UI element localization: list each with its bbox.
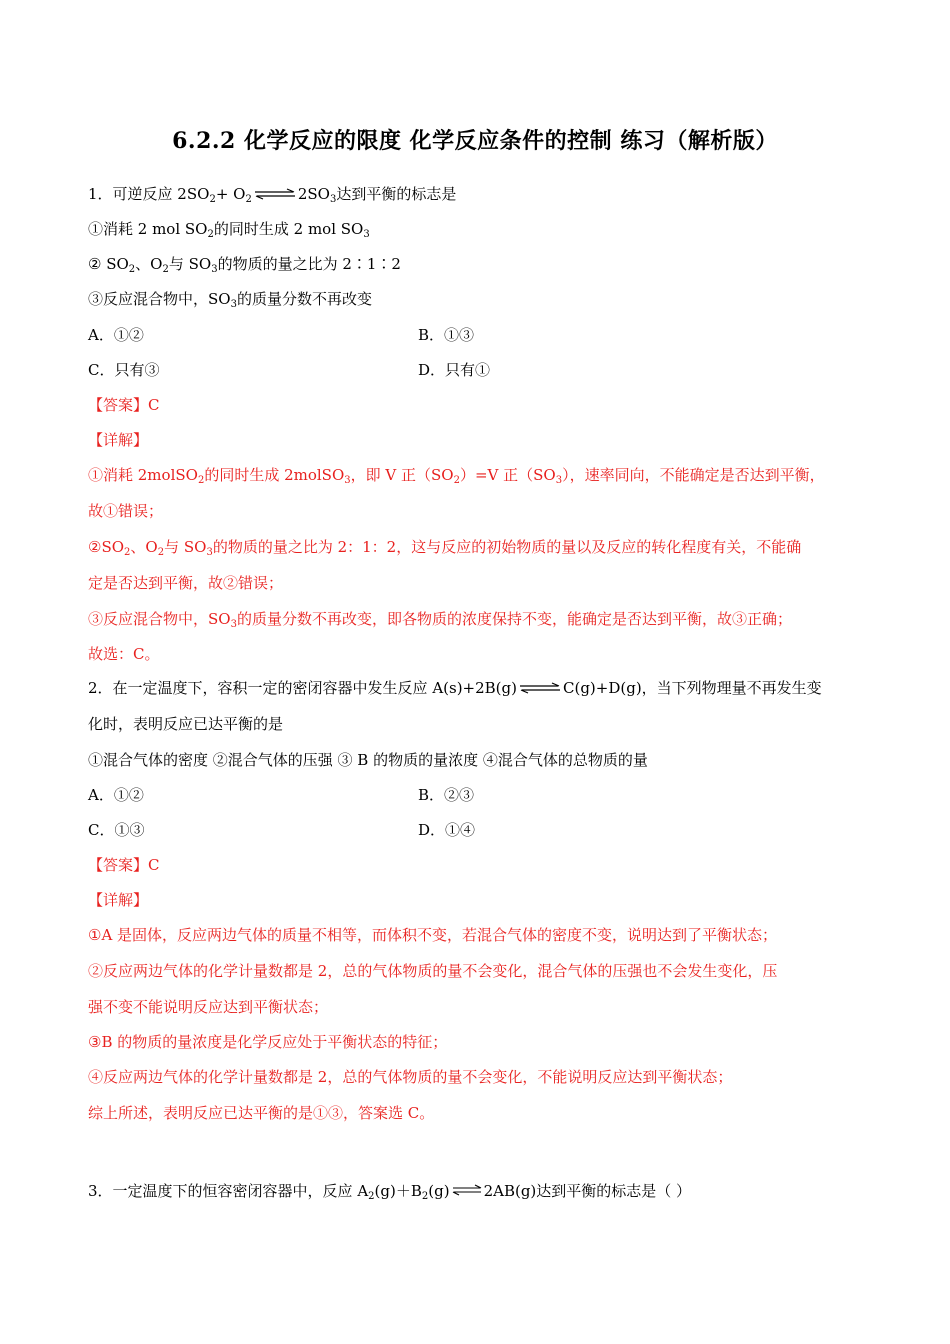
- q2-option-a: A．①②: [88, 786, 144, 804]
- q1-statement-1: ①消耗 2 mol $SO_2$的同时生成 2 mol $SO_3$: [88, 220, 370, 240]
- q2-option-c: C．①③: [88, 821, 145, 839]
- equilibrium-arrow-icon: [518, 681, 562, 695]
- q1-conclusion: 故选：C。: [88, 645, 160, 663]
- q1-explanation-1: ①消耗 2molSO$_2$的同时生成 2molSO$_3$，即 V 正$(SO_2)=V$ 正$(SO_3)$，速率同向，不能确定是否达到平衡，: [88, 466, 825, 486]
- q2-option-d: D．①④: [418, 821, 476, 839]
- q1-stem: 1．可逆反应 $2SO_2+ O_2$ $2SO_3$达到平衡的标志是: [88, 185, 457, 205]
- q1-statement-2: ② $SO_2$、$O_2$与 $SO_3$的物质的量之比为 2∶1∶2: [88, 255, 401, 275]
- q1-answer: 【答案】C: [88, 396, 160, 414]
- q2-explanation-2: ②反应两边气体的化学计量数都是 2，总的气体物质的量不会变化，混合气体的压强也不会发生变化，压: [88, 962, 778, 980]
- q1-option-b: B．①③: [418, 326, 475, 344]
- q1-explanation-2: $②SO_2$、$O_2$与 $SO_3$的物质的量之比为 2：1：2，这与反应的初始物质的量以及反应的转化程度有关，不能确: [88, 538, 802, 558]
- q1-statement-3: ③反应混合物中，$SO_3$的质量分数不再改变: [88, 290, 372, 310]
- q3-stem: 3．一定温度下的恒容密闭容器中，反应 $A_2(g)+B_2(g)$ 2AB(g)达到平衡的标志是（ ）: [88, 1182, 692, 1202]
- q2-option-b: B．②③: [418, 786, 475, 804]
- page-title: 6.2.2 化学反应的限度 化学反应条件的控制 练习（解析版）: [172, 128, 778, 154]
- q2-stem-continued: 化时，表明反应已达平衡的是: [88, 715, 284, 733]
- q1-explanation-2b: 定是否达到平衡，故②错误；: [88, 574, 284, 592]
- q1-detail-heading: 【详解】: [88, 431, 149, 449]
- q2-stem: 2．在一定温度下，容积一定的密闭容器中发生反应 A(s)+2B(g) C(g)+D(g)，当下列物理量不再发生变: [88, 679, 822, 697]
- q1-explanation-1b: 故①错误；: [88, 502, 164, 520]
- q2-explanation-2b: 强不变不能说明反应达到平衡状态；: [88, 998, 329, 1016]
- q1-option-d: D．只有①: [418, 361, 491, 379]
- equilibrium-arrow-icon: [253, 187, 297, 201]
- q2-detail-heading: 【详解】: [88, 891, 149, 909]
- q1-explanation-3: ③反应混合物中，$SO_3$的质量分数不再改变，即各物质的浓度保持不变，能确定是否达到平衡，故③正确；: [88, 610, 792, 630]
- q1-option-c: C．只有③: [88, 361, 160, 379]
- q1-option-a: A．①②: [88, 326, 144, 344]
- q2-conclusion: 综上所述，表明反应已达平衡的是①③，答案选 C。: [88, 1104, 435, 1122]
- q2-explanation-3: ③B 的物质的量浓度是化学反应处于平衡状态的特征；: [88, 1033, 448, 1051]
- q2-explanation-1: ①A 是固体，反应两边气体的质量不相等，而体积不变，若混合气体的密度不变，说明达到了平衡状态；: [88, 926, 778, 944]
- equilibrium-arrow-icon: [451, 1184, 483, 1198]
- q2-explanation-4: ④反应两边气体的化学计量数都是 2，总的气体物质的量不会变化，不能说明反应达到平衡状态；: [88, 1068, 733, 1086]
- q2-items: ①混合气体的密度 ②混合气体的压强 ③ B 的物质的量浓度 ④混合气体的总物质的量: [88, 751, 648, 769]
- q2-answer: 【答案】C: [88, 856, 160, 874]
